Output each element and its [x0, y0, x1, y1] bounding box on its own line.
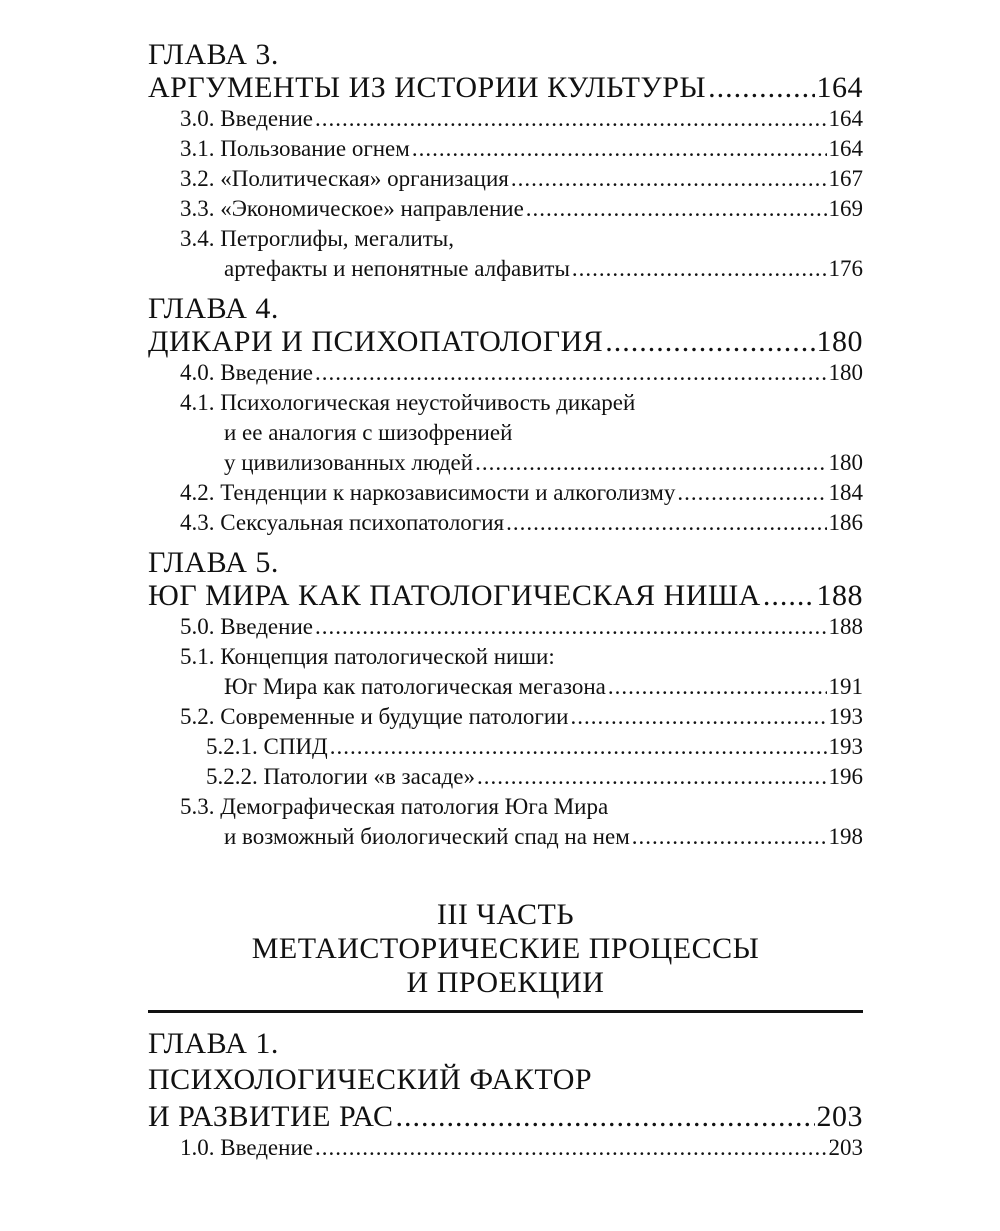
part3-chapter-1: [148, 1027, 863, 1163]
dot-leader: [477, 762, 827, 792]
dot-leader: [572, 254, 827, 284]
chapter-number: ГЛАВА 4.: [148, 292, 279, 325]
dot-leader: [330, 732, 827, 762]
page-number: 180: [828, 450, 863, 475]
dot-leader: [605, 325, 814, 358]
page-number: 184: [828, 480, 863, 505]
page-number: 191: [828, 674, 863, 699]
dot-leader: [526, 194, 827, 224]
entry-label: Юг Мира как патологическая мегазона: [224, 674, 606, 699]
toc-entry[interactable]: [148, 164, 863, 194]
toc-entry[interactable]: [148, 762, 863, 792]
entry-label: 4.2. Тенденции к наркозависимости и алкоголизму: [180, 480, 676, 505]
entry-label: 3.2. «Политическая» организация: [180, 166, 509, 191]
dot-leader: [511, 164, 827, 194]
chapter-4: [148, 292, 863, 538]
entry-label: 5.2.1. СПИД: [206, 734, 328, 759]
entry-label-line[interactable]: 3.4. Петроглифы, мегалиты,: [180, 226, 454, 251]
dot-leader: [677, 478, 826, 508]
page-number: 167: [828, 166, 863, 191]
toc-entry[interactable]: [148, 612, 863, 642]
toc-entry[interactable]: [148, 822, 863, 852]
page-number: 193: [828, 704, 863, 729]
toc-entry[interactable]: [148, 672, 863, 702]
page-number: 169: [828, 196, 863, 221]
part-title-line: МЕТАИСТОРИЧЕСКИЕ ПРОЦЕССЫ: [251, 932, 760, 965]
toc-entry[interactable]: [148, 702, 863, 732]
page-number: 193: [828, 734, 863, 759]
toc-entry[interactable]: [148, 134, 863, 164]
entry-label: у цивилизованных людей: [224, 450, 474, 475]
entry-label: 4.0. Введение: [180, 360, 313, 385]
chapter-title: ДИКАРИ И ПСИХОПАТОЛОГИЯ: [148, 325, 604, 358]
entry-label: 1.0. Введение: [180, 1135, 313, 1160]
page-number: 196: [828, 764, 863, 789]
dot-leader: [763, 579, 815, 612]
toc-entry[interactable]: [148, 1133, 863, 1163]
toc-entry[interactable]: [148, 104, 863, 134]
dot-leader: [315, 104, 827, 134]
dot-leader: [395, 1100, 814, 1133]
entry-label: 5.2. Современные и будущие патологии: [180, 704, 569, 729]
chapter-title: И РАЗВИТИЕ РАС: [148, 1100, 394, 1133]
part-heading: [148, 898, 863, 1000]
entry-label-line[interactable]: 5.1. Концепция патологической ниши:: [180, 644, 555, 669]
page-number: 198: [828, 824, 863, 849]
toc-entry[interactable]: [148, 358, 863, 388]
dot-leader: [632, 822, 827, 852]
page-number: 203: [828, 1135, 863, 1160]
page-number: 164: [828, 136, 863, 161]
page-number: 180: [816, 325, 863, 358]
dot-leader: [412, 134, 827, 164]
chapter-number: ГЛАВА 3.: [148, 38, 279, 71]
entry-label: 3.1. Пользование огнем: [180, 136, 410, 161]
dot-leader: [315, 358, 827, 388]
dot-leader: [315, 1133, 827, 1163]
chapter-title-row[interactable]: [148, 325, 863, 358]
toc-entry[interactable]: [148, 732, 863, 762]
entry-label: 5.2.2. Патологии «в засаде»: [206, 764, 475, 789]
entry-label-line[interactable]: и ее аналогия с шизофренией: [224, 420, 513, 445]
page-number: 186: [828, 510, 863, 535]
toc-entry[interactable]: [148, 508, 863, 538]
chapter-title: ПСИХОЛОГИЧЕСКИЙ ФАКТОР: [148, 1063, 593, 1096]
page-number: 164: [828, 106, 863, 131]
toc-entry[interactable]: [148, 478, 863, 508]
entry-label: и возможный биологический спад на нем: [224, 824, 630, 849]
chapter-number: ГЛАВА 5.: [148, 546, 279, 579]
chapter-title-row[interactable]: [148, 1100, 863, 1133]
chapter-5: [148, 546, 863, 852]
entry-label: 5.0. Введение: [180, 614, 313, 639]
dot-leader: [475, 448, 826, 478]
divider-rule: [148, 1010, 863, 1013]
dot-leader: [608, 672, 827, 702]
dot-leader: [315, 612, 827, 642]
entry-label-line[interactable]: 4.1. Психологическая неустойчивость дикарей: [180, 390, 636, 415]
dot-leader: [570, 702, 826, 732]
toc-entry[interactable]: [148, 194, 863, 224]
entry-label: 4.3. Сексуальная психопатология: [180, 510, 505, 535]
page-number: 164: [816, 71, 863, 104]
page-number: 188: [828, 614, 863, 639]
part-number: III ЧАСТЬ: [436, 898, 575, 931]
dot-leader: [708, 71, 814, 104]
chapter-title-row[interactable]: [148, 579, 863, 612]
entry-label: 3.3. «Экономическое» направление: [180, 196, 524, 221]
chapter-title-row[interactable]: [148, 71, 863, 104]
chapter-title: АРГУМЕНТЫ ИЗ ИСТОРИИ КУЛЬТУРЫ: [148, 71, 707, 104]
toc-entry[interactable]: [148, 254, 863, 284]
page-number: 180: [828, 360, 863, 385]
part-title-line: И ПРОЕКЦИИ: [406, 966, 605, 999]
table-of-contents: [148, 38, 863, 1171]
entry-label-line[interactable]: 5.3. Демографическая патология Юга Мира: [180, 794, 609, 819]
page-number: 203: [816, 1100, 863, 1133]
chapter-number: ГЛАВА 1.: [148, 1027, 279, 1060]
toc-entry[interactable]: [148, 448, 863, 478]
chapter-title: ЮГ МИРА КАК ПАТОЛОГИЧЕСКАЯ НИША: [148, 579, 761, 612]
entry-label: 3.0. Введение: [180, 106, 313, 131]
dot-leader: [506, 508, 826, 538]
page-number: 176: [828, 256, 863, 281]
chapter-3: [148, 38, 863, 284]
entry-label: артефакты и непонятные алфавиты: [224, 256, 570, 281]
page-number: 188: [816, 579, 863, 612]
